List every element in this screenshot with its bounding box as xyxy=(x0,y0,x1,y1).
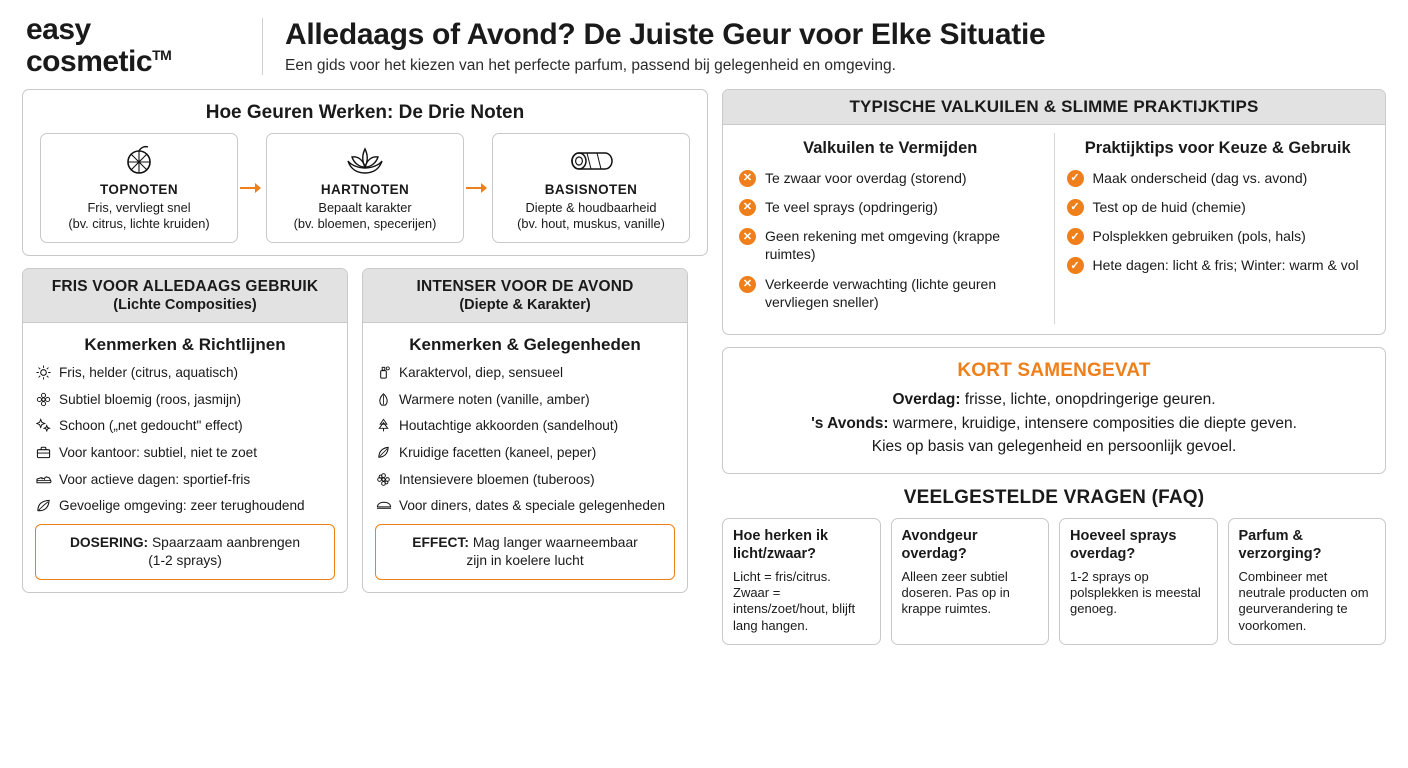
faq-answer: Licht = fris/citrus. Zwaar = intens/zoet/hout, blijft lang hangen. xyxy=(733,568,856,633)
check-circle-icon: ✓ xyxy=(1067,170,1084,187)
list-item xyxy=(739,275,1042,311)
daily-column xyxy=(22,268,348,593)
sun-icon xyxy=(35,364,52,380)
spice-icon xyxy=(375,444,392,460)
list-item-label: Geen rekening met omgeving (krappe ruimtes) xyxy=(765,228,1001,263)
header-text xyxy=(285,18,1382,75)
cross-circle-icon: ✕ xyxy=(739,170,756,187)
note-desc-1: Fris, vervliegt snel xyxy=(87,199,191,215)
brand-logo xyxy=(26,14,256,79)
summary-line-1 xyxy=(737,390,1371,411)
evening-card xyxy=(362,268,688,593)
note-card-heart xyxy=(266,133,464,243)
summary-line-3: Kies op basis van gelegenheid en persoonlijk gevoel. xyxy=(871,438,1237,456)
day-evening-columns xyxy=(22,268,708,593)
list-item-label: Intensievere bloemen (tuberoos) xyxy=(399,471,595,487)
list-item xyxy=(35,391,335,409)
evening-header-line2: (Diepte & Karakter) xyxy=(459,296,591,313)
evening-subhead: Kenmerken & Gelegenheden xyxy=(409,335,641,355)
list-item xyxy=(375,391,675,409)
daily-header xyxy=(23,269,347,324)
summary-line-1-label: Overdag: xyxy=(892,390,961,408)
daily-callout-text: Spaarzaam aanbrengen xyxy=(151,535,301,551)
daily-callout xyxy=(35,524,335,580)
list-item xyxy=(35,364,335,382)
check-circle-icon: ✓ xyxy=(1067,228,1084,245)
right-column xyxy=(722,89,1386,645)
three-notes-row xyxy=(33,133,697,243)
logo-line-2: cosmetic™ xyxy=(26,45,172,79)
summary-title: KORT SAMENGEVAT xyxy=(957,359,1151,381)
evening-header-line1: INTENSER VOOR DE AVOND xyxy=(416,277,634,295)
list-item-label: Te zwaar voor overdag (storend) xyxy=(765,169,967,186)
list-item-label: Subtiel bloemig (roos, jasmijn) xyxy=(59,391,242,407)
note-desc-2: (bv. hout, muskus, vanille) xyxy=(517,216,665,232)
list-item-label: Schoon („net gedoucht" effect) xyxy=(59,418,243,434)
daily-callout-label: DOSERING: xyxy=(69,535,149,551)
list-item-label: Voor kantoor: subtiel, niet te zoet xyxy=(59,445,257,461)
faq-title: VEELGESTELDE VRAGEN (FAQ) xyxy=(903,487,1205,509)
daily-header-line2: (Lichte Composities) xyxy=(113,296,257,313)
summary-line-1-text: frisse, lichte, onopdringerige geuren. xyxy=(960,390,1216,408)
header xyxy=(0,0,1408,89)
cross-circle-icon: ✕ xyxy=(739,228,756,245)
list-item-label: Voor actieve dagen: sportief-fris xyxy=(59,471,251,487)
daily-card xyxy=(22,268,348,593)
lotus-flower-icon xyxy=(273,142,457,180)
pitfalls-right-title: Praktijktips voor Keuze & Gebruik xyxy=(1084,138,1351,157)
list-item xyxy=(1067,227,1370,245)
faq-card-2 xyxy=(891,518,1050,645)
three-notes-title: Hoe Geuren Werken: De Drie Noten xyxy=(205,101,525,123)
check-circle-icon: ✓ xyxy=(1067,257,1084,274)
faq-answer: 1-2 sprays op polsplekken is meestal genoeg. xyxy=(1070,568,1201,617)
list-item xyxy=(1067,198,1370,216)
list-item-label: Hete dagen: licht & fris; Winter: warm & vol xyxy=(1092,257,1359,274)
evening-header xyxy=(363,269,687,324)
list-item-label: Houtachtige akkoorden (sandelhout) xyxy=(399,418,619,434)
list-item-label: Fris, helder (citrus, aquatisch) xyxy=(59,365,239,381)
list-item-label: Te veel sprays (opdringerig) xyxy=(765,198,938,215)
arrow-right-icon-2 xyxy=(464,133,492,243)
cross-circle-icon: ✕ xyxy=(739,276,756,293)
daily-body xyxy=(23,323,347,592)
wood-log-icon xyxy=(499,142,683,180)
note-desc-1: Bepaalt karakter xyxy=(318,199,412,215)
list-item xyxy=(1067,256,1370,274)
note-name: BASISNOTEN xyxy=(544,181,638,197)
faq-question: Hoe herken ik licht/zwaar? xyxy=(733,528,829,562)
citrus-slice-icon xyxy=(47,142,231,180)
faq-card-1 xyxy=(722,518,881,645)
summary-line-2-text: warmere, kruidige, intensere composities die diepte geven. xyxy=(888,414,1297,432)
evening-list xyxy=(375,364,675,524)
list-item xyxy=(35,444,335,462)
note-card-base xyxy=(492,133,690,243)
note-desc-1: Diepte & houdbaarheid xyxy=(525,199,657,215)
list-item xyxy=(35,471,335,489)
note-card-top xyxy=(40,133,238,243)
daily-header-line1: FRIS VOOR ALLEDAAGS GEBRUIK xyxy=(51,277,319,295)
daily-callout-text2: (1-2 sprays) xyxy=(148,552,222,568)
content-columns xyxy=(0,89,1408,645)
list-item xyxy=(375,417,675,435)
list-item xyxy=(35,497,335,515)
faq-row xyxy=(722,518,1386,645)
evening-callout xyxy=(375,524,675,580)
faq-answer: Combineer met neutrale producten om geurverandering te voorkomen. xyxy=(1238,568,1369,633)
faq-question: Parfum & verzorging? xyxy=(1238,528,1322,562)
faq-card-4 xyxy=(1228,518,1387,645)
list-item-label: Voor diners, dates & speciale gelegenheden xyxy=(399,498,666,514)
evening-column xyxy=(362,268,688,593)
pitfalls-left xyxy=(727,133,1054,324)
arrow-right-icon xyxy=(238,133,266,243)
list-item xyxy=(375,471,675,489)
list-item-label: Kruidige facetten (kaneel, peper) xyxy=(399,445,597,461)
list-item-label: Warmere noten (vanille, amber) xyxy=(399,391,590,407)
faq-question: Hoeveel sprays overdag? xyxy=(1070,528,1177,562)
briefcase-icon xyxy=(35,444,52,460)
dinner-icon xyxy=(375,497,392,513)
pitfalls-card xyxy=(722,89,1386,335)
note-desc-2: (bv. bloemen, specerijen) xyxy=(293,216,437,232)
list-item xyxy=(375,364,675,382)
list-item-label: Verkeerde verwachting (lichte geuren vervliegen sneller) xyxy=(765,275,997,310)
list-item xyxy=(375,497,675,515)
note-name: HARTNOTEN xyxy=(320,181,410,197)
cross-circle-icon: ✕ xyxy=(739,199,756,216)
flower-icon xyxy=(35,391,52,407)
list-item xyxy=(35,417,335,435)
pitfalls-left-title: Valkuilen te Vermijden xyxy=(803,138,978,157)
list-item-label: Test op de huid (chemie) xyxy=(1092,198,1246,215)
check-circle-icon: ✓ xyxy=(1067,199,1084,216)
list-item-label: Karaktervol, diep, sensueel xyxy=(399,365,563,381)
perfume-bottle-icon xyxy=(375,364,392,380)
list-item xyxy=(739,169,1042,187)
tree-icon xyxy=(375,417,392,433)
daily-subhead: Kenmerken & Richtlijnen xyxy=(84,335,286,355)
page-title: Alledaags of Avond? De Juiste Geur voor Elke Situatie xyxy=(285,17,1046,51)
pitfalls-left-list xyxy=(739,169,1042,311)
list-item xyxy=(739,198,1042,216)
evening-callout-text: Mag langer waarneembaar xyxy=(472,535,638,551)
header-divider xyxy=(262,18,263,75)
note-desc-2: (bv. citrus, lichte kruiden) xyxy=(68,216,210,232)
daily-list xyxy=(35,364,335,524)
list-item xyxy=(739,227,1042,263)
vanilla-icon xyxy=(375,391,392,407)
leaf-icon xyxy=(35,497,52,513)
list-item-label: Maak onderscheid (dag vs. avond) xyxy=(1092,169,1308,186)
list-item xyxy=(375,444,675,462)
sparkle-icon xyxy=(35,417,52,433)
page-subtitle: Een gids voor het kiezen van het perfecte parfum, passend bij gelegenheid en omgeving. xyxy=(285,56,896,74)
list-item-label: Gevoelige omgeving: zeer terughoudend xyxy=(59,498,305,514)
sneaker-icon xyxy=(35,471,52,487)
summary-card xyxy=(722,347,1386,474)
three-notes-card xyxy=(22,89,708,256)
note-name: TOPNOTEN xyxy=(100,181,178,197)
summary-line-2-label: 's Avonds: xyxy=(811,414,889,432)
list-item-label: Polsplekken gebruiken (pols, hals) xyxy=(1092,228,1306,245)
summary-line-2 xyxy=(737,414,1371,435)
evening-callout-text2: zijn in koelere lucht xyxy=(466,552,584,568)
evening-body xyxy=(363,323,687,592)
list-item xyxy=(1067,169,1370,187)
pitfalls-header: TYPISCHE VALKUILEN & SLIMME PRAKTIJKTIPS xyxy=(723,90,1385,125)
blossom-icon xyxy=(375,471,392,487)
evening-callout-label: EFFECT: xyxy=(412,535,469,551)
left-column xyxy=(22,89,708,645)
logo-line-1: easy xyxy=(26,13,91,46)
faq-question: Avondgeur overdag? xyxy=(901,528,978,562)
trademark-mark: TM xyxy=(152,47,172,64)
faq-answer: Alleen zeer subtiel doseren. Pas op in krappe ruimtes. xyxy=(901,568,1010,617)
pitfalls-right-list xyxy=(1067,169,1370,275)
pitfalls-body xyxy=(723,125,1385,334)
pitfalls-right xyxy=(1054,133,1382,324)
faq-card-3 xyxy=(1059,518,1218,645)
